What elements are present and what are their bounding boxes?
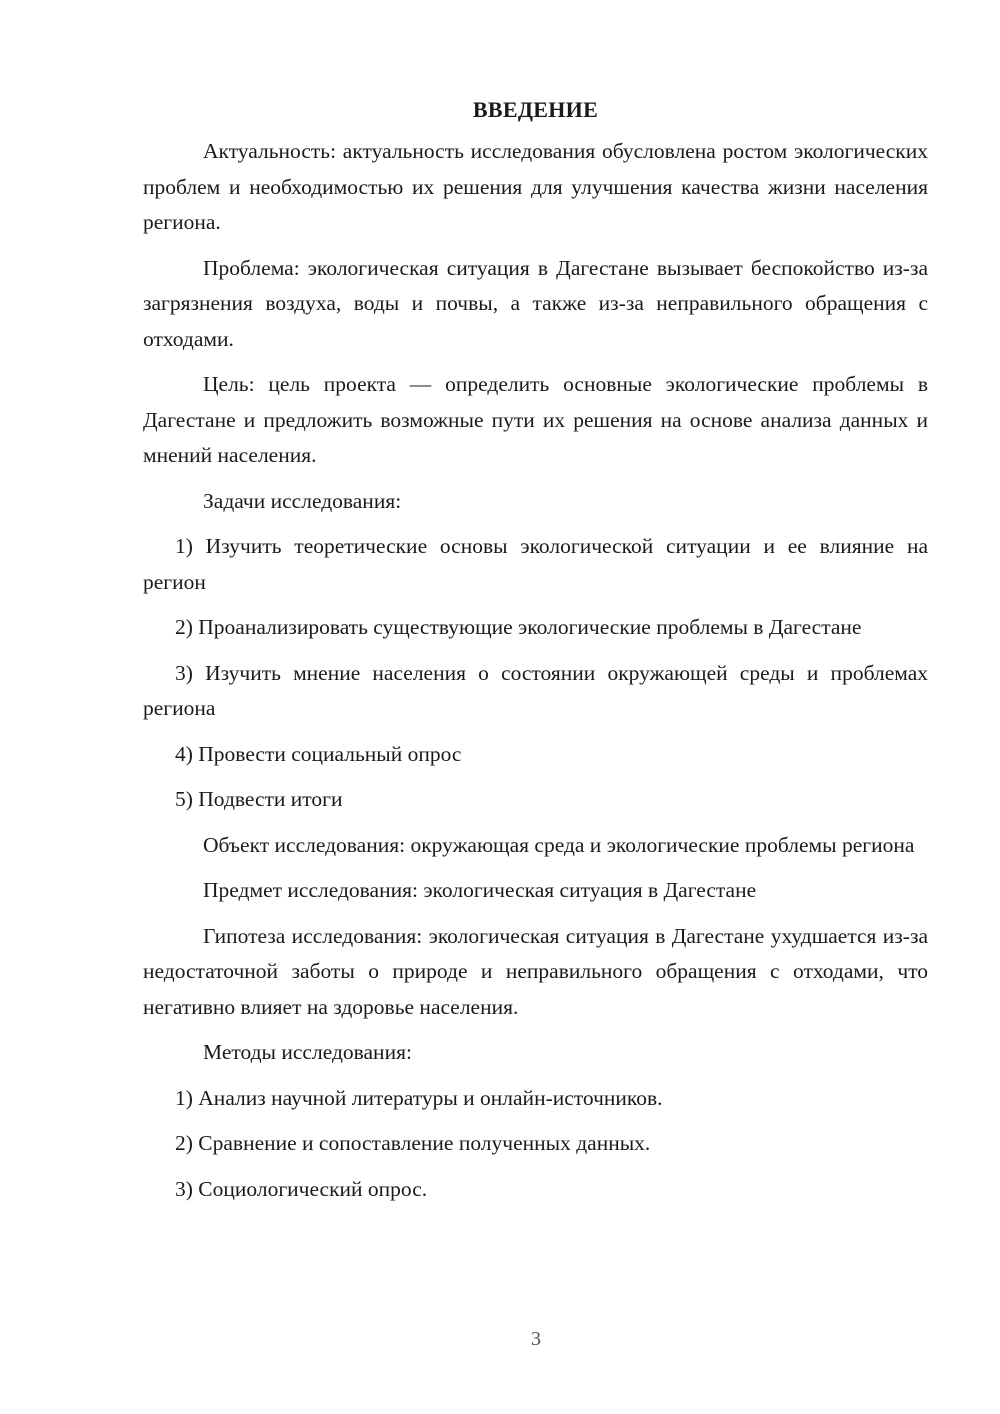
- task-item: 3) Изучить мнение населения о состоянии окружающей среды и проблемах региона: [143, 660, 928, 720]
- task-item: 5) Подвести итоги: [175, 787, 343, 811]
- subject-paragraph: Предмет исследования: экологическая ситуация в Дагестане: [203, 878, 757, 902]
- relevance-paragraph: Актуальность: актуальность исследования обусловлена ростом экологических проблем и необходимостью их решения для улучшения качества жизни населения региона.: [143, 139, 928, 234]
- task-item: 2) Проанализировать существующие экологические проблемы в Дагестане: [175, 615, 862, 639]
- goal-paragraph: Цель: цель проекта — определить основные экологические проблемы в Дагестане и предложить возможные пути их решения на основе анализа данных и мнений населения.: [143, 372, 928, 467]
- problem-paragraph: Проблема: экологическая ситуация в Дагестане вызывает беспокойство из-за загрязнения воздуха, воды и почвы, а также из-за неправильного обращения с отходами.: [143, 255, 928, 351]
- task-item: 1) Изучить теоретические основы экологической ситуации и ее влияние на регион: [143, 534, 928, 594]
- methods-heading: Методы исследования:: [203, 1040, 412, 1064]
- task-item: 4) Провести социальный опрос: [175, 741, 462, 766]
- tasks-heading: Задачи исследования:: [203, 488, 402, 513]
- section-title: ВВЕДЕНИЕ: [472, 97, 599, 122]
- hypothesis-paragraph: Гипотеза исследования: экологическая ситуация в Дагестане ухудшается из-за недостаточной заботы о природе и неправильного обращения с отходами, что негативно влияет на здоровье населения.: [143, 923, 928, 1019]
- object-paragraph: Объект исследования: окружающая среда и экологические проблемы региона: [203, 832, 915, 857]
- method-item: 3) Социологический опрос.: [175, 1176, 428, 1201]
- method-item: 2) Сравнение и сопоставление полученных данных.: [175, 1131, 651, 1155]
- page-number: 3: [531, 1328, 541, 1350]
- method-item: 1) Анализ научной литературы и онлайн-источников.: [175, 1085, 663, 1110]
- document-page: [143, 92, 928, 1207]
